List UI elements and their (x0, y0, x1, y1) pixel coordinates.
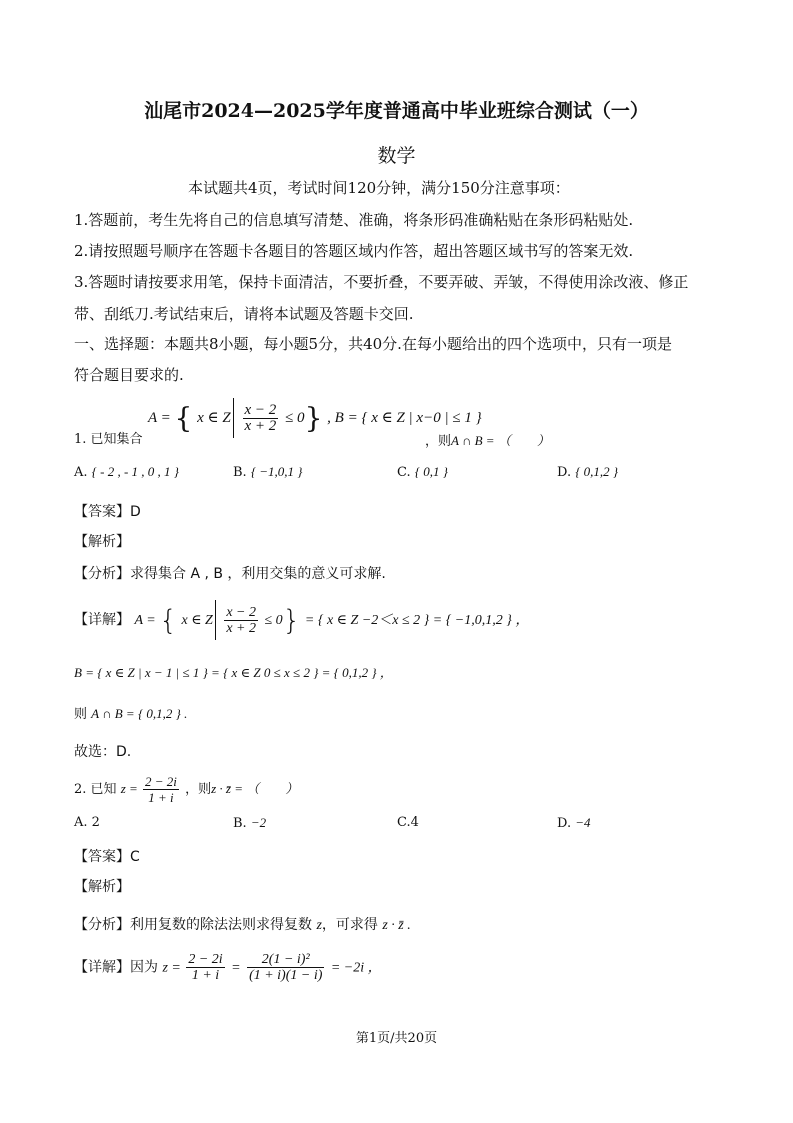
page-footer: 第1页/共20页 (355, 1031, 438, 1046)
q1-option-d: D. { 0,1,2 } (557, 464, 619, 480)
note-4: 带、刮纸刀.考试结束后，请将本试题及答题卡交回. (74, 305, 414, 323)
q1-detail-line-3: 则 A ∩ B = { 0,1,2 } . (74, 706, 188, 722)
q2-stem: 2. 已知 z = $\frac{2 - 2i}{1 + i}$ ，则z · z̄ = （ ） (74, 774, 299, 805)
q1-prefix: 1. 已知集合 (74, 432, 143, 447)
q2-option-b: B. −2 (233, 815, 267, 831)
q2-option-a: A. 2 (74, 815, 100, 830)
q2-analysis: 【分析】利用复数的除法法则求得复数 z，可求得 z · z̄ . (74, 917, 411, 933)
q1-answer: 【答案】D (74, 504, 141, 520)
q1-option-b: B. { −1,0,1 } (233, 464, 303, 480)
q1-conclusion: 故选：D. (74, 744, 132, 760)
q1-jiexi-tag: 【解析】 (74, 534, 130, 550)
q1-analysis: 【分析】求得集合 A , B ，利用交集的意义可求解. (74, 566, 386, 582)
page-title: 汕尾市2024—2025学年度普通高中毕业班综合测试（一） (144, 100, 649, 122)
q1-set-definition: A = { x ∈ Z $\frac{x - 2}{x + 2}$ ≤ 0} , B = { x ∈ Z | x−0 | ≤ 1 } (148, 398, 482, 438)
q1-detail-line-2: B = { x ∈ Z | x − 1 | ≤ 1 } = { x ∈ Z 0 ≤ x ≤ 2 } = { 0,1,2 } ， (74, 665, 393, 680)
note-2: 2.请按照题号顺序在答题卡各题目的答题区域内作答，超出答题区域书写的答案无效. (74, 242, 634, 260)
q2-jiexi-tag: 【解析】 (74, 879, 130, 895)
q1-detail: 【详解】 A = { x ∈ Z $\frac{x - 2}{x + 2}$ ≤ 0} = { x ∈ Z −2＜x ≤ 2 } = { −1,0,1,2 } ， (74, 600, 529, 640)
q2-option-d: D. −4 (557, 815, 591, 831)
note-1: 1.答题前，考生先将自己的信息填写清楚、准确，将条形码准确粘贴在条形码粘贴处. (74, 211, 634, 229)
note-3: 3.答题时请按要求用笔，保持卡面清洁，不要折叠，不要弄破、弄皱，不得使用涂改液、修正 (74, 273, 689, 291)
section-heading-line-1: 一、选择题：本题共8小题，每小题5分，共40分.在每小题给出的四个选项中，只有一项是 (74, 335, 672, 353)
q1-question: ，则A ∩ B = （ ） (425, 433, 550, 449)
intro-text: 本试题共4页，考试时间120分钟，满分150分注意事项： (188, 179, 570, 197)
section-heading-line-2: 符合题目要求的. (74, 366, 184, 384)
subject-heading: 数学 (377, 145, 416, 167)
q2-detail: 【详解】因为 z = $\frac{2 - 2i}{1 + i}$ = $\frac{\text{2(1 − i)²}}{(1 + i)(1 - i)}$ = −2i ， (74, 952, 382, 983)
q2-option-c: C.4 (397, 815, 419, 830)
q2-answer: 【答案】C (74, 849, 140, 865)
q1-option-c: C. { 0,1 } (397, 464, 448, 480)
q1-option-a: A. { - 2 , - 1 , 0 , 1 } (74, 464, 179, 480)
